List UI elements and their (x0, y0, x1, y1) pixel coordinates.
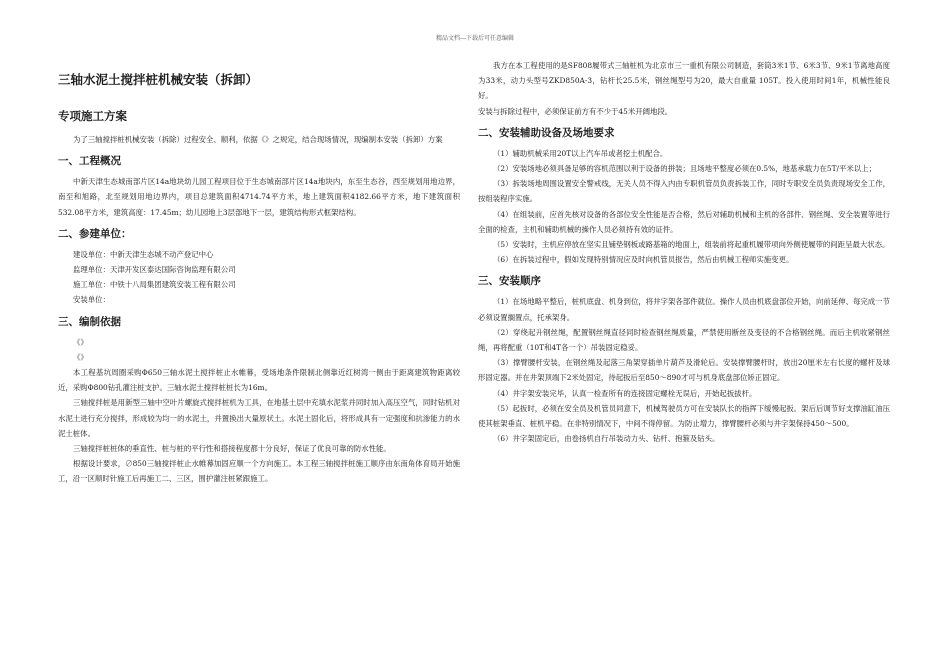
document-title: 三轴水泥土搅拌桩机械安装（拆卸） (58, 72, 259, 87)
section-heading-basis: 三、编制依据 (58, 315, 121, 328)
left-column (58, 58, 460, 487)
overview-paragraph: 中新天津生态城南部片区14a地块幼儿园工程项目位于生态城南部片区14a地块内，东至生态谷，西至规划用地边界，南至和旭路，北至规划用地边界内，项目总建筑面积4714.74平方米，地上建筑面积4182.66平方米，地下建筑面积532.08平方米，建筑高度：17.45m；幼儿园地上3层部地下一层，建筑结构形式框架结构。 (58, 177, 460, 217)
section-heading-overview: 一、工程概况 (58, 155, 121, 168)
requirement-item: （5）安装时，主机应停放在坚实且铺垫钢板或路基箱的地面上，组装前将起重机履带项向外侧使履带的间距呈最大状态。 (493, 240, 890, 250)
document-subtitle: 专项施工方案 (58, 109, 127, 123)
sequence-item: （4）井字架安装完毕，认真一检查所有的连接固定螺栓无误后，开始起扳拔杆。 (493, 388, 757, 398)
participant-line: 建设单位：中新天津生态城不动产登记中心 (73, 249, 214, 259)
section-heading-participants: 二、参建单位： (58, 227, 132, 240)
equipment-paragraph: 我方在本工程使用的是SF808履带式三轴桩机为北京市三一重机有限公司制造，套筒3米1节、6米3节、9米1节离地高度为33米，动力头型号ZKD850A-3，钻杆长25.5米，钢丝绳型号为20，最大自重量 105T。投入使用时间1年，机械性能良好。 (478, 61, 890, 101)
requirement-item: （1）辅助机械采用20T以上汽车吊或者挖土机配合。 (493, 148, 668, 158)
basis-paragraph: 本工程基坑周圈采购Φ650三轴水泥土搅拌桩止水帷幕，受场地条件限制北侧靠近红树湾一侧由于距离建筑物距离较近，采购Φ800钻孔灌注桩支护。三轴水泥土搅拌桩桩长为16m。 (58, 368, 460, 393)
requirement-item: （2）安装场地必须具备足够的容机范围以利于设备的拼装；且场地平整度必须在0.5%，地基承载力在5T/平米以上； (493, 164, 876, 174)
basis-paragraph: 三轴搅拌桩桩体的垂直性、桩与桩的平行性和搭接程度都十分良好，保证了优良可靠的防水性能。 (73, 444, 391, 454)
sequence-item: （3）撑臂腰杆安装，在钢丝绳及起落三角架穿插单片葫芦及滑轮后。安装撑臂腰杆时，放出20厘米左右长度的螺杆及球形固定器。并在井架顶端下2米处固定，待起扳后至850～890才可与机身底盘部位矫正固定。 (478, 358, 890, 383)
participant-line: 施工单位：中铁十八局集团建筑安装工程有限公司 (73, 280, 236, 290)
section-heading-sequence: 三、安装顺序 (478, 275, 541, 288)
section-heading-auxiliary: 二、安装辅助设备及场地要求 (478, 126, 615, 139)
basis-paragraph: 根据设计要求，∅850三轴搅拌桩止水帷幕加固应顺一个方向施工。本工程三轴搅拌桩施工顺序由东南角体育局开始施工，沿一区顺时针施工后再施工二、三区，围护灌注桩紧跟施工。 (58, 459, 460, 484)
reference-line: 《》 (73, 337, 88, 347)
sequence-item: （1）在场地略平整后，桩机底盘、机身到位，将井字架各部件就位。操作人员由机底盘部位开始，向前延伸、每完成一节必须设置搁置点，托承架身。 (478, 297, 890, 322)
participant-line: 安装单位： (73, 295, 110, 305)
requirement-item: （4）在组装前，应首先核对设备的各部位安全性能是否合格，然后对辅助机械和主机的各部件、钢丝绳、安全装置等进行全面的检查，主机和辅助机械的操作人员必须持有效的证件。 (478, 209, 890, 234)
intro-paragraph: 为了三轴搅拌桩机械安装（拆除）过程安全、顺利，依据《》之规定，结合现场情况，现编制本安装（拆卸）方案 (73, 135, 443, 144)
requirement-item: （6）在拆装过程中，假如发现特别情况应及时向机管员报告，然后由机械工程师实施变更。 (493, 255, 794, 265)
page-header: 精品文档---下载后可任意编辑 (435, 35, 515, 42)
equipment-note: 安装与拆除过程中，必须保证前方有不少于45米开阔地段。 (478, 106, 673, 116)
basis-paragraph: 三轴搅拌桩是用新型三轴中空叶片螺旋式搅拌桩机为工具，在地基土层中充填水泥浆并同时加入高压空气，同时钻机对水泥土进行充分搅拌，形成较为均一的水泥土，并置换出大量原状土。水泥土固化后，将形成具有一定强度和抗渗能力的水泥土桩体。 (58, 398, 460, 438)
right-column (478, 58, 890, 446)
reference-line: 《》 (73, 352, 88, 362)
sequence-item: （2）穿绕起升钢丝绳，配置钢丝绳直径同时检查钢丝绳质量，严禁使用断丝及变径的不合格钢丝绳。而后主机收紧钢丝绳，再将配重（10T和4T各一个）吊装固定稳妥。 (478, 327, 890, 353)
sequence-item: （6）井字架固定后，由卷扬机自行吊装动力头、钻杆、抱箍及钻头。 (493, 434, 720, 444)
participant-line: 监理单位：天津开发区泰达国际咨询监理有限公司 (73, 265, 236, 275)
requirement-item: （3）拆装场地周围设置安全警戒线，无关人员不得入内由专职机管员负责拆装工作，同时专职安全员负责现场安全工作，按组装程序实施。 (478, 179, 890, 204)
sequence-item: （5）起扳时，必须在安全员及机管员同意下，机械驾驶员方可在安装队长的指挥下缓慢起扳。架后后调节好支撑油缸油压使其桩架垂直、桩机平稳。在非特别情况下，中间不得停留。为防止增力，撑臂腰杆必须与井字架保持450～500。 (478, 403, 890, 429)
